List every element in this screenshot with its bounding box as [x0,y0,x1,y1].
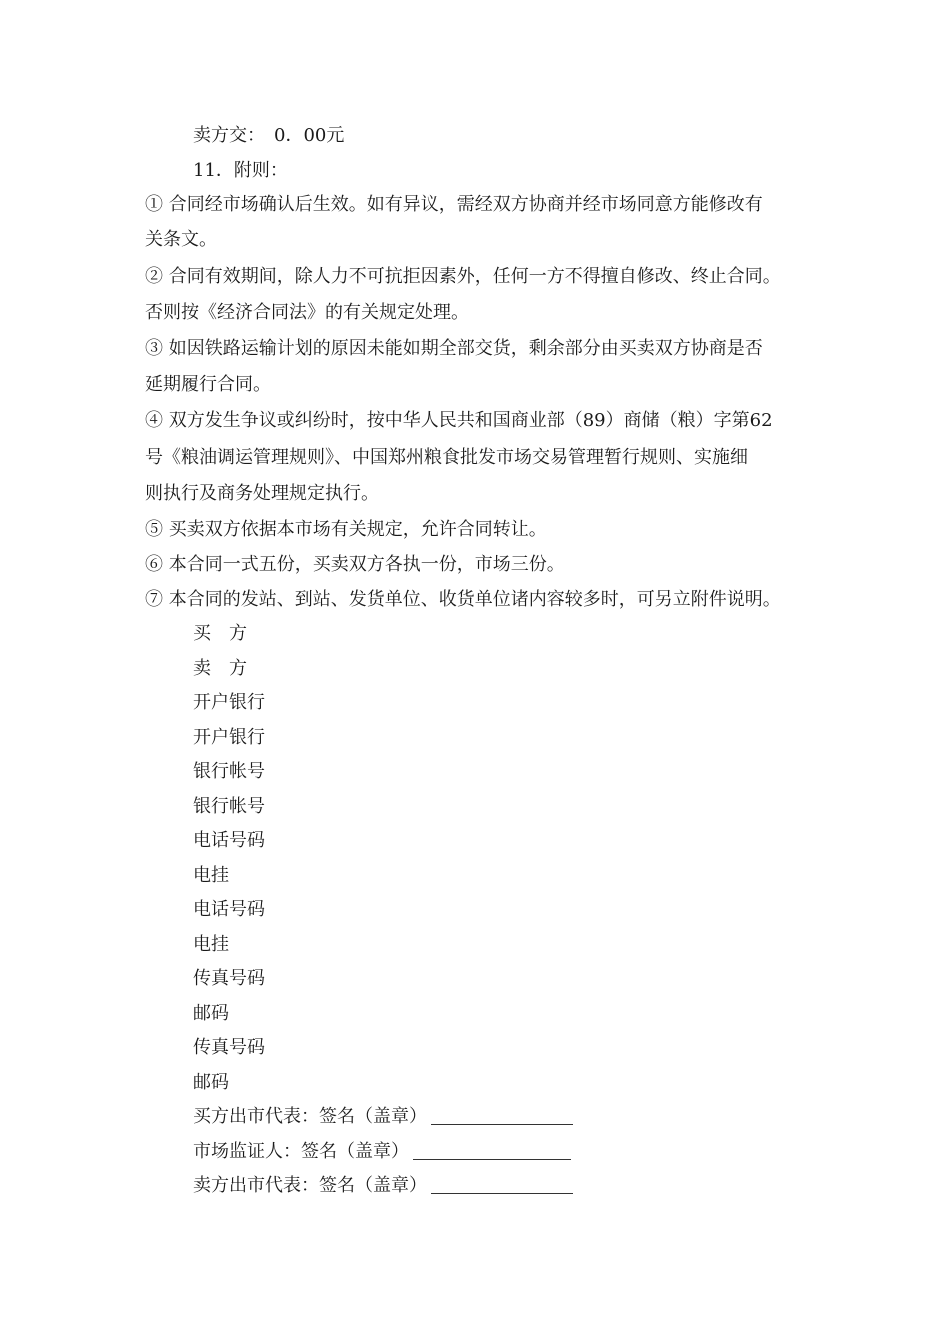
signature-seller-rep [193,1174,573,1198]
field-bank-seller: 开户银行 [193,727,265,748]
signature-buyer-rep-line[interactable] [431,1106,573,1125]
signature-seller-rep-label: 卖方出市代表：签名（盖章） [193,1175,427,1196]
seller-fee: 卖方交： 0．00元 [193,125,345,146]
clause-3-line-2: 延期履行合同。 [145,374,271,395]
signature-seller-rep-line[interactable] [431,1175,573,1194]
field-buyer: 买 方 [193,623,247,644]
clause-2-line-1: ② 合同有效期间，除人力不可抗拒因素外，任何一方不得擅自修改、终止合同。 [145,266,781,287]
signature-market-witness-label: 市场监证人：签名（盖章） [193,1141,409,1162]
signature-buyer-rep-label: 买方出市代表：签名（盖章） [193,1106,427,1127]
clause-5: ⑤ 买卖双方依据本市场有关规定，允许合同转让。 [145,519,547,540]
clause-7: ⑦ 本合同的发站、到站、发货单位、收货单位诸内容较多时，可另立附件说明。 [145,589,781,610]
field-account-buyer: 银行帐号 [193,761,265,782]
clause-6: ⑥ 本合同一式五份，买卖双方各执一份，市场三份。 [145,554,565,575]
field-seller: 卖 方 [193,658,247,679]
signature-buyer-rep [193,1105,573,1129]
field-bank-buyer: 开户银行 [193,692,265,713]
field-zip-buyer: 邮码 [193,1003,229,1024]
clause-1-line-1: ① 合同经市场确认后生效。如有异议，需经双方协商并经市场同意方能修改有 [145,194,763,215]
field-fax-seller: 传真号码 [193,1037,265,1058]
clause-4-line-3: 则执行及商务处理规定执行。 [145,483,379,504]
signature-market-witness-line[interactable] [413,1141,571,1160]
clause-4-line-2: 号《粮油调运管理规则》、中国郑州粮食批发市场交易管理暂行规则、实施细 [145,447,748,468]
section-title: 11．附则： [193,160,288,181]
field-fax-buyer: 传真号码 [193,968,265,989]
field-cable-buyer: 电挂 [193,865,229,886]
field-account-seller: 银行帐号 [193,796,265,817]
field-zip-seller: 邮码 [193,1072,229,1093]
field-phone-buyer: 电话号码 [193,830,265,851]
clause-3-line-1: ③ 如因铁路运输计划的原因未能如期全部交货，剩余部分由买卖双方协商是否 [145,338,763,359]
signature-market-witness [193,1140,571,1164]
clause-4-line-1: ④ 双方发生争议或纠纷时，按中华人民共和国商业部（89）商储（粮）字第62 [145,410,773,431]
clause-2-line-2: 否则按《经济合同法》的有关规定处理。 [145,302,469,323]
field-cable-seller: 电挂 [193,934,229,955]
clause-1-line-2: 关条文。 [145,229,217,250]
field-phone-seller: 电话号码 [193,899,265,920]
